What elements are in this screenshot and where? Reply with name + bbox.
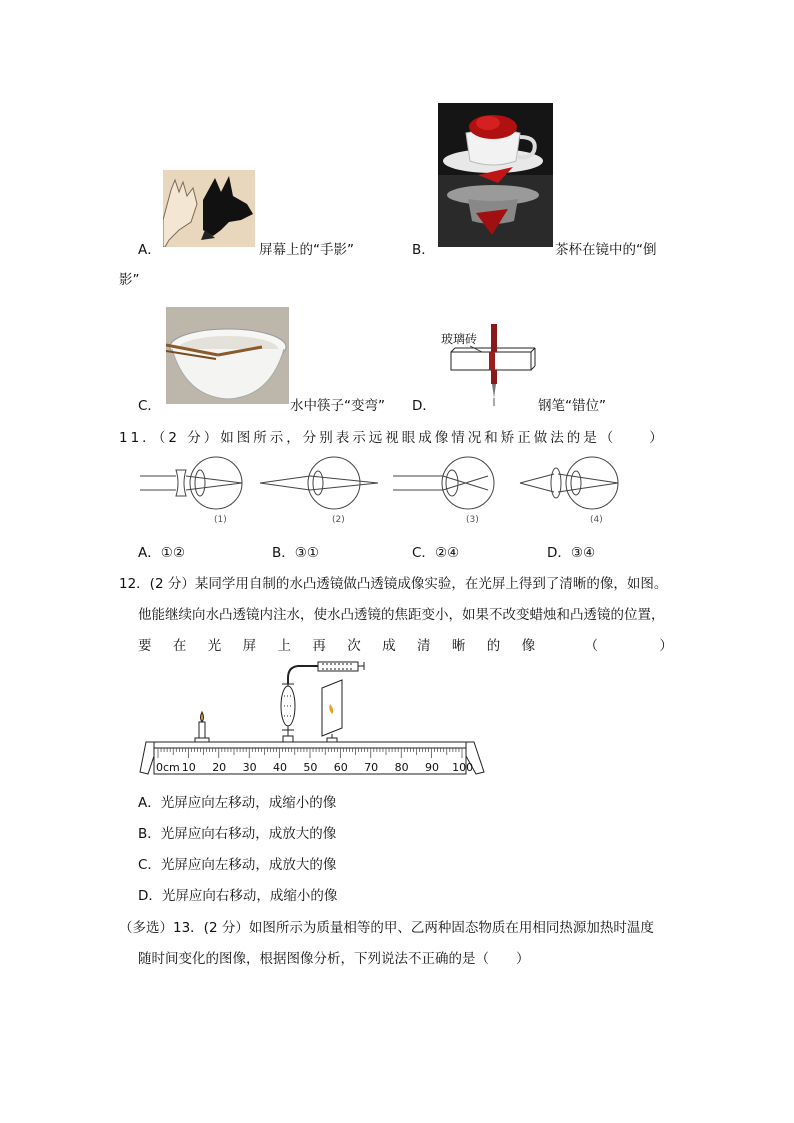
- q12-line-2: 他能继续向水凸透镜内注水，使水凸透镜的焦距变小，如果不改变蜡烛和凸透镜的位置，: [138, 607, 665, 623]
- option-letter: B．: [272, 545, 295, 561]
- q11-stem: 11．（2 分）如图所示，分别表示远视眼成像情况和矫正做法的是（ ）: [119, 430, 666, 446]
- option-d-text: 钢笔“错位”: [538, 398, 606, 414]
- ruler-label: 0cm: [156, 761, 180, 774]
- ruler-label: 10: [181, 761, 196, 774]
- candle: [195, 712, 209, 742]
- q13-line-2: 随时间变化的图像，根据图像分析，下列说法不正确的是（ ）: [138, 951, 530, 967]
- option-text: ②④: [434, 545, 460, 561]
- eye-label-2: (2): [332, 515, 345, 525]
- char: 屏: [242, 638, 257, 654]
- char: 次: [347, 638, 361, 654]
- ruler-label: 100: [452, 761, 474, 774]
- q12-line-3: [138, 634, 673, 654]
- water-lens: [281, 676, 295, 742]
- ruler-label: 30: [242, 761, 257, 774]
- char: 再: [312, 638, 326, 654]
- option-letter: D．: [547, 545, 571, 561]
- option-b-text-cont: 影”: [119, 272, 140, 288]
- pen-glass-brick-diagram: [448, 322, 538, 408]
- ruler-label: 60: [333, 761, 348, 774]
- char: 的: [486, 638, 501, 654]
- char: 成: [382, 638, 396, 654]
- char: 要: [138, 638, 152, 654]
- option-b-text: 茶杯在镜中的“倒: [555, 242, 657, 258]
- option-c-letter: C．: [138, 398, 161, 414]
- syringe: [288, 662, 364, 684]
- teacup-mirror-photo: [438, 103, 553, 247]
- option-letter: A．: [138, 545, 161, 561]
- option-text: ③④: [570, 545, 596, 561]
- optical-bench-diagram: [136, 660, 490, 780]
- eye-diagram-4: [520, 457, 618, 509]
- q12-option-d[interactable]: D．光屏应向右移动，成缩小的像: [138, 888, 338, 904]
- eye-diagram-3: [393, 457, 494, 509]
- q13-line-1: （多选）13．(2 分）如图所示为质量相等的甲、乙两种固态物质在用相同热源加热时温度: [119, 920, 654, 936]
- q12-line-1: 12．(2 分）某同学用自制的水凸透镜做凸透镜成像实验，在光屏上得到了清晰的像，如图。: [119, 576, 668, 592]
- char: 光: [207, 638, 222, 654]
- option-d-letter: D．: [412, 398, 436, 414]
- light-screen: [322, 680, 342, 742]
- q11-option-b[interactable]: [272, 541, 319, 561]
- option-text: ③①: [294, 545, 319, 561]
- char: 清: [417, 638, 431, 654]
- option-a-letter: A．: [138, 242, 161, 258]
- eye-label-3: (3): [466, 515, 479, 525]
- q11-option-d[interactable]: [547, 541, 595, 561]
- eye-label-4: (4): [590, 515, 603, 525]
- char: 晰: [451, 638, 466, 654]
- ruler-label: 80: [394, 761, 409, 774]
- q11-option-c[interactable]: [412, 541, 459, 561]
- ruler-label: 90: [425, 761, 439, 774]
- eye-diagrams: [138, 456, 638, 528]
- eye-label-1: (1): [214, 515, 227, 525]
- option-text: ①②: [160, 545, 185, 561]
- char: ）: [659, 638, 673, 654]
- eye-diagram-2: [260, 457, 378, 509]
- char: （: [584, 638, 598, 654]
- q12-option-a[interactable]: A．光屏应向左移动，成缩小的像: [138, 795, 337, 811]
- ruler-label: 70: [364, 761, 379, 774]
- option-a-text: 屏幕上的“手影”: [259, 242, 354, 258]
- ruler-label: 50: [303, 761, 318, 774]
- bowl-chopsticks-photo: [166, 307, 289, 404]
- option-c-text: 水中筷子“变弯”: [290, 398, 385, 414]
- q11-option-a[interactable]: [138, 541, 185, 561]
- char: 上: [277, 638, 291, 654]
- eye-diagram-1: [140, 457, 242, 509]
- ruler-label: 20: [212, 761, 227, 774]
- q12-option-c[interactable]: C．光屏应向左移动，成放大的像: [138, 857, 337, 873]
- option-b-letter: B．: [412, 242, 435, 258]
- option-letter: C．: [412, 545, 435, 561]
- hand-shadow-photo: [163, 170, 255, 247]
- ruler-label: 40: [273, 761, 287, 774]
- char: 像: [521, 638, 536, 654]
- char: 在: [172, 638, 187, 654]
- glass-brick-label: 玻璃砖: [441, 332, 478, 346]
- q12-option-b[interactable]: B．光屏应向右移动，成放大的像: [138, 826, 337, 842]
